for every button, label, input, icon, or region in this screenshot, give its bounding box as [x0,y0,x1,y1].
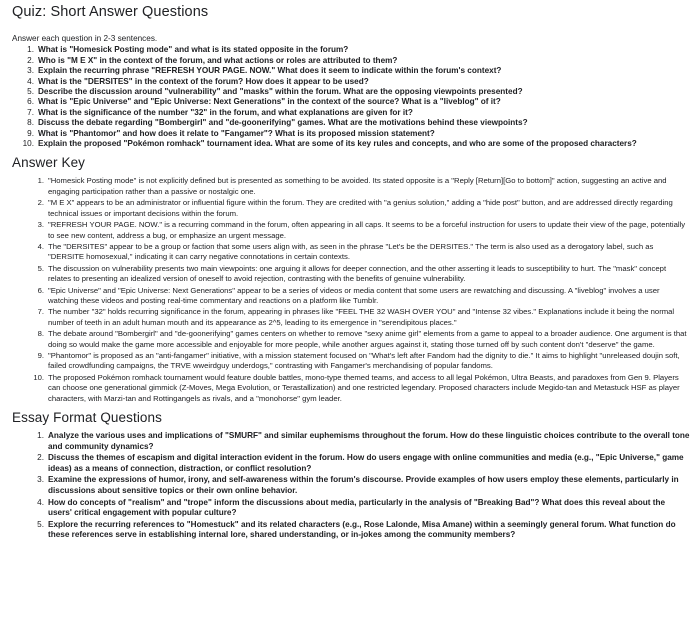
list-number: 7. [37,307,44,317]
question-text: What is "Homesick Posting mode" and what is its stated opposite in the forum? [38,45,349,55]
list-number: 1. [37,176,44,186]
list-number: 8. [27,118,34,128]
answer-item [12,307,690,328]
list-number: 2. [37,198,44,208]
answer-item [12,329,690,350]
essay-item [12,431,690,452]
question-item [12,118,690,128]
question-item [12,97,690,107]
answer-key-heading: Answer Key [12,155,86,171]
list-number: 7. [27,107,34,117]
essay-item [12,520,690,541]
answer-item [12,373,690,404]
answer-item [12,198,690,219]
list-number: 6. [37,285,44,295]
question-item [12,56,690,66]
question-text: What is "Epic Universe" and "Epic Universe: Next Generations" in the context of the source? What is a "liveblog" of it? [38,97,501,107]
answer-text: "Homesick Posting mode" is not explicitly defined but is presented as something to be avoided. Its stated opposite is a "Reply [Return][Go to bottom]" action, suggesting an active and engaging participation rather than a passive or nostalgic one. [48,176,667,196]
question-text: Explain the recurring phrase "REFRESH YOUR PAGE. NOW." What does it seem to indicate within the forum's context? [38,66,502,76]
essay-item [12,453,690,474]
answer-item [12,176,690,197]
answer-text: "M E X" appears to be an administrator or influential figure within the forum. They are credited with "a genius solution," adding a "hide post" button, and are addressed directly regarding technical issues or important decisions within the forum. [48,198,673,218]
list-number: 9. [37,350,44,360]
question-text: What is the "DERSITES" in the context of the forum? How does it appear to be used? [38,76,369,86]
short-answer-question-list [12,45,690,149]
essay-item [12,498,690,519]
answer-text: "Epic Universe" and "Epic Universe: Next Generations" appear to be a series of videos or media content that some users are rewatching and discussing. A "liveblog" involves a user watching these videos and posting real-time commentary and reactions on a platform like Tumblr. [48,285,660,305]
answer-item [12,351,690,372]
question-item [12,87,690,97]
essay-text: How do concepts of "realism" and "trope" inform the discussions about media, particularly in the analysis of "Breaking Bad"? What does this reveal about the users' critical engagement with popular culture? [48,497,666,518]
question-item [12,129,690,139]
list-number: 4. [37,497,44,507]
list-number: 1. [37,431,44,440]
answer-text: The "DERSITES" appear to be a group or faction that some users align with, as seen in the phrase "Let's be the DERSITES." The term is also used as a derogatory label, such as "DERSITE homosexual," indicating it can carry negative connotations in certain contexts. [48,241,654,262]
essay-text: Discuss the themes of escapism and digital interaction evident in the forum. How do users engage with online communities and media (e.g., "Epic Universe," game ideas) as a means of connection, distraction, or conflict resolution? [48,453,684,473]
question-text: Describe the discussion around "vulnerability" and "masks" within the forum. What are the opposing viewpoints presented? [38,87,523,97]
question-item [12,66,690,76]
question-item [12,77,690,87]
essay-question-list [12,431,690,541]
answer-item [12,264,690,285]
list-number: 9. [27,128,34,138]
list-number: 8. [37,329,44,339]
list-number: 4. [27,76,34,86]
list-number: 5. [37,263,44,273]
quiz-instructions: Answer each question in 2-3 sentences. [12,34,158,43]
question-text: Discuss the debate regarding "Bombergirl" and "de-goonerifying" games. What are the motivations behind these viewpoints? [38,118,528,128]
question-item [12,45,690,55]
list-number: 3. [37,475,44,485]
essay-text: Examine the expressions of humor, irony, and self-awareness within the forum's discourse. Provide examples of how users employ these elements, particularly in discussions about sensitive topics or their own online behavior. [48,475,679,495]
essay-text: Analyze the various uses and implications of "SMURF" and similar euphemisms throughout the forum. How do these linguistic choices contribute to the overall tone and community dynamics? [48,431,690,451]
answer-item [12,286,690,307]
essay-heading: Essay Format Questions [12,410,163,425]
list-number: 10. [22,139,34,149]
answer-item [12,220,690,241]
list-number: 3. [27,66,34,76]
list-number: 6. [27,97,34,107]
list-number: 5. [37,519,44,529]
answer-item [12,242,690,263]
answer-text: The number "32" holds recurring significance in the forum, appearing in phrases like "FEEL THE 32 WASH OVER YOU" and "Intense 32 vibes." Explanations include it being the normal number of teeth in an adult human mouth and its appearance as 2^5, leading to its emergence in "serendipitous places." [48,307,675,327]
list-number: 2. [27,55,34,65]
answer-text: The discussion on vulnerability presents two main viewpoints: one arguing it allows for deeper connection, and the other asserting it leads to susceptibility to hurt. The "mask" concept relates to presenting an idealized version of oneself to avoid rejection, contrasting with the benefits of genuine vulnerability. [48,263,667,284]
question-text: Who is "M E X" in the context of the forum, and what actions or roles are attributed to them? [38,55,398,65]
question-text: What is the significance of the number "32" in the forum, and what explanations are given for it? [38,107,413,117]
list-number: 4. [37,241,44,251]
list-number: 10. [33,372,44,382]
answer-text: "REFRESH YOUR PAGE. NOW." is a recurring command in the forum, often appearing in all caps. It seems to be a forceful instruction for users to update their view of the page, potentially to see new content, address a bug, or emphasize an urgent message. [48,220,686,240]
essay-item [12,475,690,496]
answer-key-list [12,176,690,404]
list-number: 1. [27,45,34,55]
question-item [12,108,690,118]
essay-text: Explore the recurring references to "Homestuck" and its related characters (e.g., Rose Lalonde, Misa Amane) within a seemingly general forum. What function do these references serve in establishing internal lore, shared understanding, or in-jokes among the community members? [48,519,676,540]
list-number: 5. [27,87,34,97]
list-number: 3. [37,220,44,230]
list-number: 2. [37,453,44,463]
answer-text: "Phantomor" is proposed as an "anti-fangamer" initiative, with a mission statement focused on "What's left after Fandom had the dignity to die." It aims to highlight "unreleased doujin soft, failed crowdfunding campaigns, the TRVE wweirdguy underdogs," contrasting with Fangamer's merchandising of popular fandoms. [48,350,680,371]
question-item [12,139,690,149]
question-text: Explain the proposed "Pokémon romhack" tournament idea. What are some of its key rules and concepts, and who are some of the proposed characters? [38,139,637,149]
answer-text: The debate around "Bombergirl" and "de-goonerifying" games centers on whether to remove "sexy anime girl" elements from a game to appeal to a broader audience. One argument is that doing so would make the game more accessible and enjoyable for more people, while another argues against it, stating those turned off by such content don't "deserve" the game. [48,329,687,349]
question-text: What is "Phantomor" and how does it relate to "Fangamer"? What is its proposed mission statement? [38,128,435,138]
answer-text: The proposed Pokémon romhack tournament would feature double battles, mono-type themed teams, and access to all legal Pokémon, Ultra Beasts, and paradoxes from Gen 9. Players can choose one generational gimmick (Z-Moves, Mega Evolution, or Terastallization) and one restricted legendary. Proposed characters include Megido-tan and Metastuck HSF as player characters, with Marzi-tan and Rottingangels as rivals, and a "monohorse" gym leader. [48,372,680,403]
quiz-title: Quiz: Short Answer Questions [12,4,209,20]
